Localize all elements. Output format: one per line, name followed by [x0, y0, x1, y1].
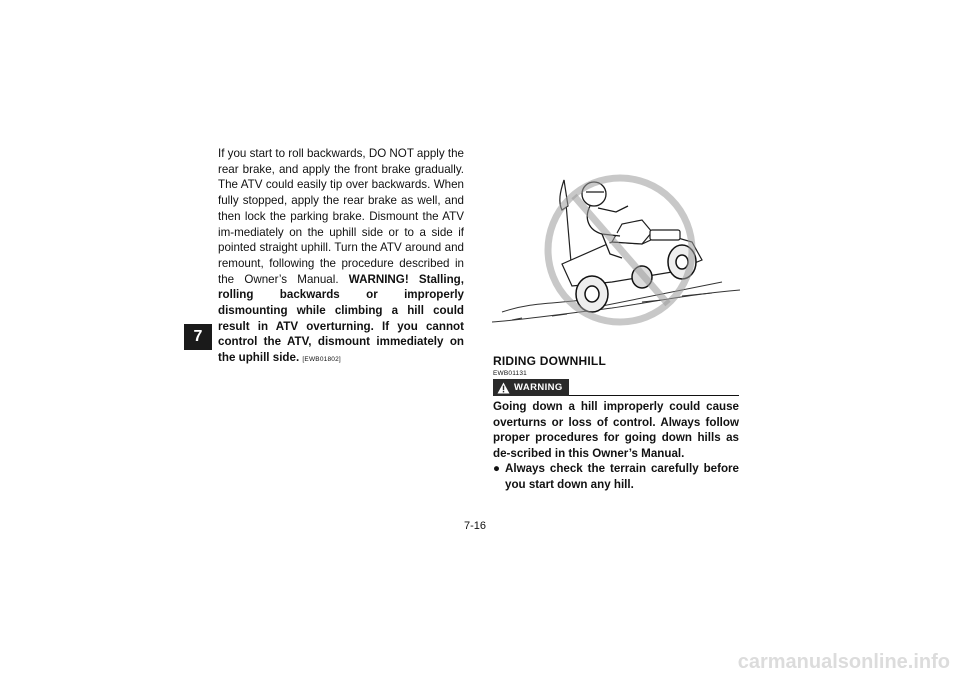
watermark-text: carmanualsonline.info [737, 651, 950, 672]
section-title: RIDING DOWNHILL [493, 354, 606, 368]
section-code: EWB01131 [493, 370, 527, 377]
left-column [218, 146, 464, 368]
body-text: If you start to roll backwards, DO NOT apply the rear brake, and apply the front brake gradually. The ATV could easily tip over backwards. When fully stopped, apply the rear brake as well, and then lock the parking brake. Dismount the ATV im-mediately on the uphill side or to a side if pointed straight uphill. Turn the ATV around and remount, following the procedure described in the Owner’s Manual. [218, 147, 464, 286]
bullet-dot-icon: ● [493, 462, 501, 475]
inline-warning: WARNING! Stalling, rolling backwards or improperly dismounting while climbing a hill could result in ATV overturning. If you cannot control the ATV, dismount immediately on the uphill side. [218, 272, 464, 365]
warning-code: [EWB01802] [302, 356, 341, 364]
right-column [493, 354, 739, 492]
chapter-tab: 7 [184, 324, 212, 350]
warning-rule [569, 380, 739, 396]
watermark-logo [650, 650, 950, 672]
warning-triangle-icon [497, 382, 510, 394]
warning-header [493, 379, 739, 396]
list-item [493, 461, 739, 492]
bullet-text: Always check the terrain carefully before you start down any hill. [505, 462, 739, 491]
warning-label: WARNING [514, 382, 563, 393]
warning-text: Going down a hill improperly could cause overturns or loss of control. Always follow proper procedures for going down hills as de-scribed in this Owner’s Manual. [493, 400, 739, 460]
atv-uphill-illustration [492, 162, 740, 332]
warning-badge [493, 379, 569, 396]
page-number: 7-16 [464, 520, 487, 532]
